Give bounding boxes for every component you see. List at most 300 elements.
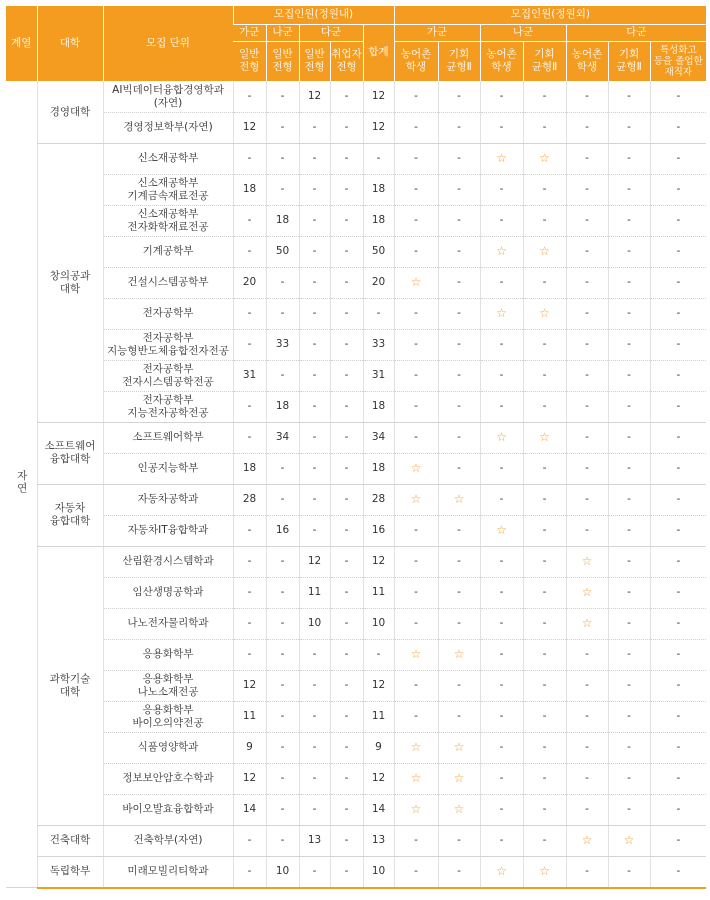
value-cell: -	[438, 143, 480, 174]
value-cell: -	[266, 701, 299, 732]
unit-cell: 기계공학부	[103, 236, 233, 267]
value-cell: -	[330, 81, 363, 112]
value-cell: 18	[266, 205, 299, 236]
star-mark: ☆	[453, 770, 465, 785]
value-cell: -	[438, 205, 480, 236]
value-cell: -	[480, 205, 523, 236]
value-cell: 50	[363, 236, 394, 267]
unit-cell: 자동차IT융합학과	[103, 515, 233, 546]
value-cell: -	[523, 732, 566, 763]
value-cell: -	[523, 546, 566, 577]
unit-cell: 바이오발효융합학과	[103, 794, 233, 825]
table-row	[6, 81, 706, 112]
value-cell: -	[394, 515, 438, 546]
value-cell: -	[330, 360, 363, 391]
value-cell: -	[650, 825, 706, 856]
value-cell: -	[608, 639, 650, 670]
value-cell: -	[299, 267, 330, 298]
star-mark: ☆	[581, 584, 593, 599]
star-mark: ☆	[623, 832, 635, 847]
value-cell: -	[330, 577, 363, 608]
value-cell: -	[233, 546, 266, 577]
table-row	[6, 360, 706, 391]
value-cell: -	[650, 701, 706, 732]
value-cell: -	[299, 639, 330, 670]
value-cell: -	[438, 360, 480, 391]
college-cell: 독립학부	[37, 856, 103, 888]
value-cell: -	[299, 794, 330, 825]
star-icon	[480, 422, 523, 453]
value-cell: -	[566, 732, 608, 763]
star-icon	[394, 453, 438, 484]
value-cell: -	[480, 825, 523, 856]
value-cell: -	[330, 484, 363, 515]
value-cell: 12	[363, 670, 394, 701]
value-cell: -	[330, 453, 363, 484]
value-cell: -	[330, 732, 363, 763]
value-cell: 28	[233, 484, 266, 515]
star-mark: ☆	[539, 429, 550, 444]
value-cell: -	[299, 174, 330, 205]
unit-cell: 산림환경시스템학과	[103, 546, 233, 577]
value-cell: 12	[363, 546, 394, 577]
value-cell: -	[566, 112, 608, 143]
star-mark: ☆	[496, 150, 507, 165]
value-cell: -	[438, 577, 480, 608]
value-cell: -	[523, 608, 566, 639]
value-cell: -	[650, 391, 706, 422]
value-cell: -	[233, 329, 266, 360]
value-cell: -	[299, 391, 330, 422]
value-cell: -	[566, 670, 608, 701]
value-cell: -	[650, 360, 706, 391]
star-icon	[394, 732, 438, 763]
unit-cell: 인공지능학부	[103, 453, 233, 484]
college-cell: 과학기술 대학	[37, 546, 103, 825]
table-row	[6, 794, 706, 825]
star-icon	[608, 825, 650, 856]
value-cell: -	[394, 236, 438, 267]
star-icon	[523, 298, 566, 329]
value-cell: -	[394, 360, 438, 391]
value-cell: -	[266, 639, 299, 670]
star-mark: ☆	[581, 832, 593, 847]
value-cell: -	[394, 608, 438, 639]
value-cell: -	[438, 453, 480, 484]
value-cell: -	[566, 515, 608, 546]
value-cell: -	[566, 267, 608, 298]
star-icon	[394, 794, 438, 825]
value-cell: -	[650, 453, 706, 484]
star-icon	[480, 298, 523, 329]
value-cell: -	[523, 639, 566, 670]
value-cell: -	[394, 174, 438, 205]
value-cell: -	[566, 360, 608, 391]
college-cell: 건축대학	[37, 825, 103, 856]
value-cell: -	[566, 422, 608, 453]
value-cell: -	[608, 267, 650, 298]
subheader-within-3: 취업자 전형	[330, 41, 363, 81]
value-cell: -	[566, 205, 608, 236]
star-mark: ☆	[410, 274, 422, 289]
star-icon	[566, 608, 608, 639]
value-cell: -	[330, 298, 363, 329]
value-cell: -	[650, 732, 706, 763]
header-category: 계열	[6, 6, 37, 81]
value-cell: -	[233, 577, 266, 608]
table-row	[6, 577, 706, 608]
star-mark: ☆	[539, 305, 550, 320]
star-icon	[566, 577, 608, 608]
unit-cell: 신소재공학부	[103, 143, 233, 174]
star-mark: ☆	[496, 863, 507, 878]
value-cell: -	[299, 205, 330, 236]
unit-cell: 전자공학부	[103, 298, 233, 329]
table-row	[6, 546, 706, 577]
star-icon	[394, 639, 438, 670]
star-mark: ☆	[410, 646, 422, 661]
value-cell: -	[363, 639, 394, 670]
value-cell: -	[608, 701, 650, 732]
star-icon	[438, 639, 480, 670]
value-cell: -	[566, 391, 608, 422]
value-cell: -	[438, 856, 480, 888]
unit-cell: 전자공학부 지능형반도체융합전자전공	[103, 329, 233, 360]
admissions-table-body	[6, 81, 706, 888]
star-icon	[566, 825, 608, 856]
value-cell: -	[480, 112, 523, 143]
header-within-ga: 가군	[233, 24, 266, 41]
value-cell: -	[394, 391, 438, 422]
value-cell: -	[394, 81, 438, 112]
star-icon	[480, 143, 523, 174]
star-icon	[394, 267, 438, 298]
table-row	[6, 825, 706, 856]
value-cell: -	[566, 453, 608, 484]
header-outside-na: 나군	[480, 24, 566, 41]
value-cell: -	[394, 577, 438, 608]
value-cell: -	[523, 391, 566, 422]
value-cell: -	[438, 670, 480, 701]
value-cell: -	[480, 174, 523, 205]
star-icon	[523, 236, 566, 267]
value-cell: -	[299, 143, 330, 174]
value-cell: 34	[363, 422, 394, 453]
header-total: 합계	[363, 24, 394, 81]
value-cell: -	[608, 81, 650, 112]
table-row	[6, 608, 706, 639]
value-cell: -	[650, 174, 706, 205]
value-cell: -	[608, 856, 650, 888]
unit-cell: 미래모빌리티학과	[103, 856, 233, 888]
value-cell: 18	[266, 391, 299, 422]
header-within-na: 나군	[266, 24, 299, 41]
value-cell: -	[608, 515, 650, 546]
star-icon	[523, 422, 566, 453]
table-row	[6, 298, 706, 329]
value-cell: -	[523, 701, 566, 732]
unit-cell: 응용화학부 바이오의약전공	[103, 701, 233, 732]
value-cell: -	[608, 484, 650, 515]
unit-cell: 전자공학부 전자시스템공학전공	[103, 360, 233, 391]
value-cell: -	[566, 81, 608, 112]
value-cell: -	[330, 143, 363, 174]
value-cell: -	[650, 329, 706, 360]
value-cell: -	[438, 391, 480, 422]
value-cell: -	[233, 81, 266, 112]
value-cell: -	[266, 143, 299, 174]
table-row	[6, 453, 706, 484]
value-cell: 20	[363, 267, 394, 298]
table-row	[6, 732, 706, 763]
value-cell: -	[480, 701, 523, 732]
value-cell: 50	[266, 236, 299, 267]
value-cell: 12	[299, 81, 330, 112]
value-cell: -	[650, 298, 706, 329]
value-cell: -	[233, 639, 266, 670]
table-row	[6, 236, 706, 267]
value-cell: -	[438, 422, 480, 453]
value-cell: -	[523, 112, 566, 143]
table-row	[6, 267, 706, 298]
value-cell: 12	[233, 763, 266, 794]
value-cell: -	[394, 546, 438, 577]
value-cell: -	[266, 360, 299, 391]
value-cell: -	[266, 794, 299, 825]
value-cell: -	[608, 112, 650, 143]
value-cell: -	[650, 794, 706, 825]
category-cell	[6, 81, 37, 888]
value-cell: -	[480, 391, 523, 422]
value-cell: -	[608, 205, 650, 236]
value-cell: -	[608, 391, 650, 422]
star-icon	[438, 763, 480, 794]
value-cell: -	[566, 143, 608, 174]
star-icon	[394, 484, 438, 515]
value-cell: -	[330, 205, 363, 236]
value-cell: -	[299, 329, 330, 360]
college-cell: 소프트웨어 융합대학	[37, 422, 103, 484]
table-row	[6, 205, 706, 236]
value-cell: 12	[233, 112, 266, 143]
unit-cell: 응용화학부 나노소재전공	[103, 670, 233, 701]
value-cell: -	[299, 701, 330, 732]
value-cell: -	[608, 143, 650, 174]
value-cell: -	[480, 81, 523, 112]
value-cell: -	[566, 794, 608, 825]
star-mark: ☆	[539, 863, 550, 878]
value-cell: -	[608, 577, 650, 608]
value-cell: -	[363, 143, 394, 174]
value-cell: 9	[363, 732, 394, 763]
star-mark: ☆	[453, 646, 465, 661]
value-cell: -	[330, 546, 363, 577]
value-cell: 13	[363, 825, 394, 856]
value-cell: -	[650, 608, 706, 639]
value-cell: 18	[363, 174, 394, 205]
subheader-within-2: 일반 전형	[299, 41, 330, 81]
value-cell: -	[650, 577, 706, 608]
value-cell: -	[394, 298, 438, 329]
value-cell: -	[608, 546, 650, 577]
value-cell: -	[233, 856, 266, 888]
value-cell: -	[330, 329, 363, 360]
value-cell: -	[330, 856, 363, 888]
table-row	[6, 484, 706, 515]
value-cell: -	[523, 825, 566, 856]
unit-cell: 임산생명공학과	[103, 577, 233, 608]
subheader-outside-0: 농어촌 학생	[394, 41, 438, 81]
value-cell: -	[299, 112, 330, 143]
unit-cell: 응용화학부	[103, 639, 233, 670]
star-mark: ☆	[496, 243, 507, 258]
table-row	[6, 639, 706, 670]
value-cell: -	[566, 701, 608, 732]
star-icon	[438, 484, 480, 515]
unit-cell: 신소재공학부 전자화학재료전공	[103, 205, 233, 236]
star-icon	[438, 732, 480, 763]
value-cell: -	[266, 825, 299, 856]
value-cell: -	[566, 856, 608, 888]
unit-cell: 전자공학부 지능전자공학전공	[103, 391, 233, 422]
value-cell: -	[480, 577, 523, 608]
value-cell: -	[608, 174, 650, 205]
value-cell: 34	[266, 422, 299, 453]
value-cell: -	[266, 298, 299, 329]
value-cell: -	[523, 453, 566, 484]
value-cell: -	[330, 112, 363, 143]
table-row	[6, 763, 706, 794]
subheader-outside-5: 기회 균형Ⅱ	[608, 41, 650, 81]
value-cell: 9	[233, 732, 266, 763]
value-cell: -	[233, 298, 266, 329]
value-cell: -	[394, 422, 438, 453]
value-cell: -	[266, 608, 299, 639]
value-cell: 16	[266, 515, 299, 546]
value-cell: -	[650, 515, 706, 546]
value-cell: -	[523, 329, 566, 360]
value-cell: -	[480, 267, 523, 298]
unit-cell: 나노전자물리학과	[103, 608, 233, 639]
table-row	[6, 329, 706, 360]
value-cell: -	[566, 484, 608, 515]
value-cell: -	[299, 298, 330, 329]
star-mark: ☆	[496, 429, 507, 444]
value-cell: -	[438, 298, 480, 329]
value-cell: -	[523, 205, 566, 236]
value-cell: -	[608, 329, 650, 360]
unit-cell: 자동차공학과	[103, 484, 233, 515]
table-row	[6, 856, 706, 888]
category-label: 자연	[15, 469, 28, 495]
subheader-outside-2: 농어촌 학생	[480, 41, 523, 81]
table-row	[6, 515, 706, 546]
value-cell: -	[650, 484, 706, 515]
value-cell: -	[233, 608, 266, 639]
value-cell: -	[330, 701, 363, 732]
star-icon	[523, 856, 566, 888]
value-cell: -	[566, 298, 608, 329]
star-mark: ☆	[410, 739, 422, 754]
header-college: 대학	[37, 6, 103, 81]
table-row	[6, 701, 706, 732]
value-cell: -	[480, 546, 523, 577]
value-cell: 31	[363, 360, 394, 391]
value-cell: -	[523, 670, 566, 701]
value-cell: -	[266, 112, 299, 143]
value-cell: 13	[299, 825, 330, 856]
value-cell: -	[438, 546, 480, 577]
table-row	[6, 670, 706, 701]
value-cell: -	[650, 81, 706, 112]
value-cell: -	[566, 174, 608, 205]
value-cell: -	[480, 484, 523, 515]
value-cell: -	[330, 267, 363, 298]
value-cell: 28	[363, 484, 394, 515]
value-cell: -	[233, 391, 266, 422]
star-mark: ☆	[453, 739, 465, 754]
value-cell: -	[608, 422, 650, 453]
star-mark: ☆	[410, 770, 422, 785]
star-mark: ☆	[581, 553, 593, 568]
unit-cell: 신소재공학부 기계금속재료전공	[103, 174, 233, 205]
value-cell: -	[650, 143, 706, 174]
star-mark: ☆	[453, 491, 465, 506]
value-cell: -	[608, 794, 650, 825]
value-cell: 12	[363, 81, 394, 112]
value-cell: -	[480, 670, 523, 701]
header-outside: 모집인원(정원외)	[394, 6, 706, 24]
value-cell: -	[299, 360, 330, 391]
subheader-outside-1: 기회 균형Ⅱ	[438, 41, 480, 81]
value-cell: -	[233, 205, 266, 236]
value-cell: -	[394, 205, 438, 236]
star-icon	[438, 794, 480, 825]
value-cell: 31	[233, 360, 266, 391]
value-cell: 14	[233, 794, 266, 825]
value-cell: -	[233, 825, 266, 856]
star-icon	[480, 856, 523, 888]
value-cell: -	[566, 763, 608, 794]
star-mark: ☆	[410, 460, 422, 475]
admissions-table-container	[6, 6, 706, 889]
value-cell: -	[650, 236, 706, 267]
value-cell: -	[650, 267, 706, 298]
value-cell: -	[233, 422, 266, 453]
value-cell: 10	[299, 608, 330, 639]
value-cell: -	[394, 701, 438, 732]
value-cell: -	[438, 608, 480, 639]
unit-cell: AI빅데이터융합경영학과 (자연)	[103, 81, 233, 112]
value-cell: -	[608, 453, 650, 484]
value-cell: -	[394, 856, 438, 888]
value-cell: 12	[363, 763, 394, 794]
star-icon	[394, 763, 438, 794]
subheader-within-1: 일반 전형	[266, 41, 299, 81]
star-mark: ☆	[410, 491, 422, 506]
header-within-da: 다군	[299, 24, 363, 41]
star-mark: ☆	[496, 522, 507, 537]
value-cell: 18	[363, 391, 394, 422]
college-cell: 자동차 융합대학	[37, 484, 103, 546]
star-icon	[523, 143, 566, 174]
value-cell: -	[330, 670, 363, 701]
value-cell: -	[523, 763, 566, 794]
value-cell: -	[438, 515, 480, 546]
value-cell: -	[608, 360, 650, 391]
value-cell: -	[523, 515, 566, 546]
star-mark: ☆	[410, 801, 422, 816]
